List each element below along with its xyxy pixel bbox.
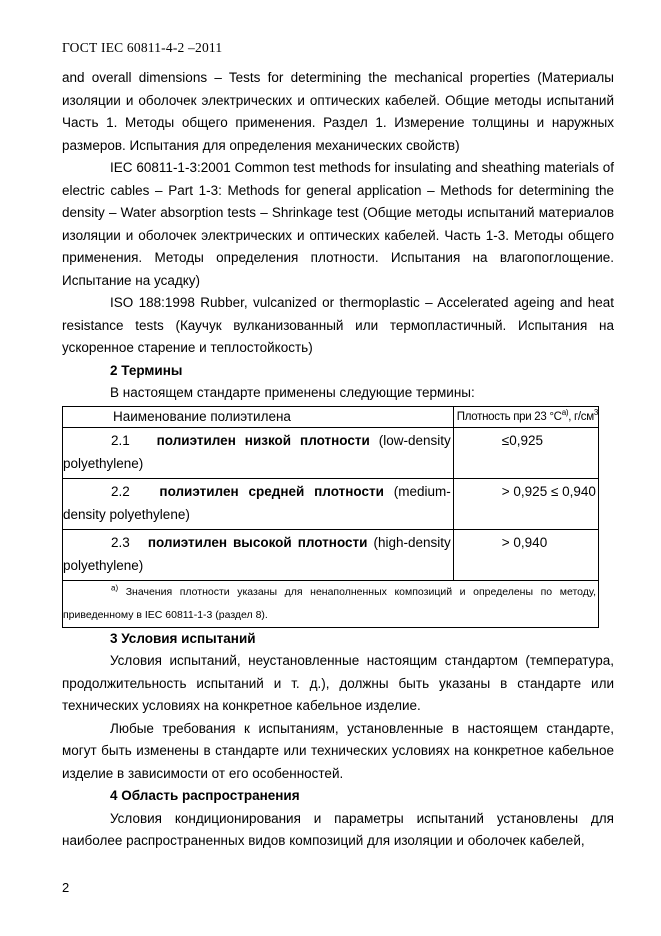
term-name: полиэтилен средней плотности [159, 483, 384, 499]
terms-table [62, 406, 599, 628]
table-row [63, 529, 599, 580]
column-header-density: Плотность при 23 $^\circ С^{а)}$, $г/см^3$ [453, 406, 598, 427]
term-number: 2.1 [111, 432, 130, 448]
section-intro: В настоящем стандарте применены следующие термины: [110, 385, 475, 400]
table-row [63, 427, 599, 478]
term-english: (medium-density polyethylene) [63, 483, 451, 522]
reference-paragraph: IEC 60811-1-3:2001 Common test methods for insulating and sheathing materials of electric cables – Part 1-3: Methods for general application – Methods for determining the density – Water absorption tests – Shrinkage test (Общие методы испытаний материалов изоляции и оболочек электрических и оптических кабелей. Часть 1-3. Методы общего применения. Методы определения плотности. Испытания на влагопоглощение. Испытание на усадку) [62, 160, 614, 288]
table-footnote: $^{а)}$ Значения плотности указаны для ненаполненных композиций и определены по методу, приведенному в IEC 60811-1-3 (раздел 8). [63, 580, 599, 627]
term-cell [63, 427, 454, 478]
term-cell [63, 478, 454, 529]
body-paragraph: Условия испытаний, неустановленные настоящим стандартом (температура, продолжительность испытаний и т. д.), должны быть указаны в стандарте или технических условиях на конкретное кабельное изделие. [62, 653, 614, 713]
term-number: 2.3 [111, 534, 130, 550]
reference-paragraph: ISO 188:1998 Rubber, vulcanized or thermoplastic – Accelerated ageing and heat resistance tests (Каучук вулканизованный или термопластичный. Испытания на ускоренное старение и теплостойкость) [62, 295, 614, 355]
page-content [62, 67, 614, 853]
document-header: ГОСТ IEC 60811-4-2 –2011 [62, 40, 223, 55]
term-cell [63, 529, 454, 580]
density-cell: ≤0,925 [453, 427, 598, 478]
body-paragraph: Любые требования к испытаниям, установленные в настоящем стандарте, могут быть изменены в стандарте или технических условиях на конкретное кабельное изделие в зависимости от его особенностей. [62, 720, 614, 781]
density-cell: > 0,940 [453, 529, 598, 580]
column-header-name: Наименование полиэтилена [63, 406, 454, 427]
density-cell: > 0,925 ≤ 0,940 [453, 478, 598, 529]
reference-paragraph: and overall dimensions – Tests for determining the mechanical properties (Материалы изоляции и оболочек электрических и оптических кабелей. Общие методы испытаний Часть 1. Методы общего применения. Раздел 1. Измерение толщины и наружных размеров. Испытания для определения механических свойств) [62, 70, 614, 153]
table-row [63, 478, 599, 529]
table-footnote-row [63, 580, 599, 627]
page-number: 2 [62, 880, 70, 895]
section-heading: 4 Область распространения [110, 788, 300, 803]
section-heading: 2 Термины [110, 362, 183, 378]
body-paragraph: Условия кондиционирования и параметры испытаний установлены для наиболее распространенных видов композиций для изоляции и оболочек кабелей, [62, 810, 614, 848]
term-name: полиэтилен низкой плотности [156, 432, 370, 448]
term-english: (high-density polyethylene) [63, 534, 451, 573]
table-header-row [63, 406, 599, 427]
section-heading: 3 Условия испытаний [110, 630, 256, 646]
term-number: 2.2 [111, 483, 130, 499]
term-name: полиэтилен высокой плотности [147, 534, 368, 550]
term-english: (low-density polyethylene) [63, 432, 451, 471]
